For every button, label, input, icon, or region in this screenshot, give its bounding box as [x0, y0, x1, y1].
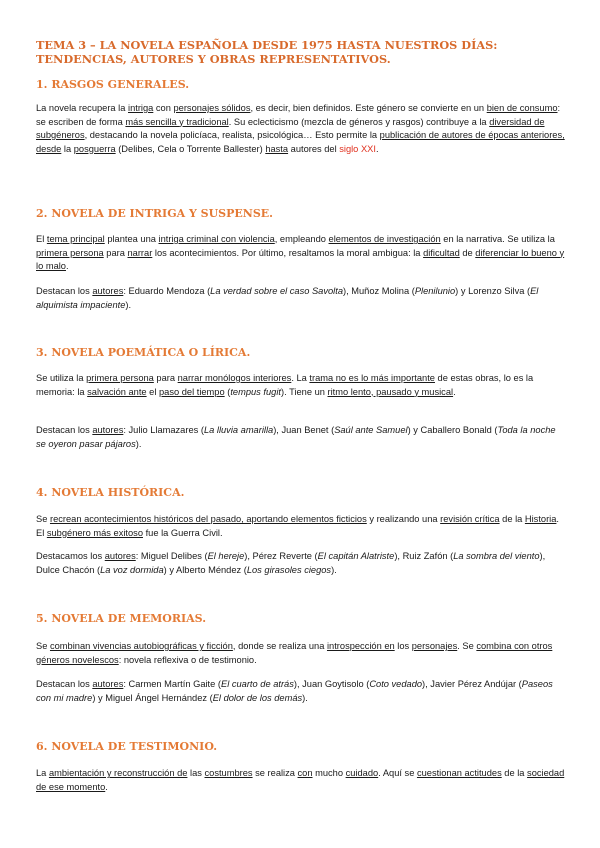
- text-run: Destacan los: [36, 286, 93, 296]
- text-run: , donde se realiza una: [232, 641, 327, 651]
- underlined-text: personajes: [411, 641, 458, 651]
- underlined-text: cuidado: [345, 768, 379, 778]
- book-title: Toda la noche se oyeron pasar pájaros: [36, 425, 556, 449]
- underlined-text: revisión crítica: [440, 514, 500, 524]
- text-run: . Se: [457, 641, 477, 651]
- text-run: ) y Miguel Ángel Hernández (: [92, 692, 213, 703]
- text-run: se realiza: [252, 768, 298, 778]
- text-run: con: [153, 103, 174, 113]
- underlined-text: Historia: [524, 514, 557, 524]
- text-run: ).: [302, 692, 308, 703]
- book-title: tempus fugit: [230, 386, 281, 397]
- text-run: la: [61, 143, 74, 154]
- text-run: y realizando una: [366, 514, 441, 524]
- paragraph-novela-memorias: [36, 640, 567, 667]
- heading-novela-poematica: 3. NOVELA POEMÁTICA O LÍRICA.: [36, 346, 251, 359]
- underlined-text: paso del tiempo: [159, 386, 225, 397]
- text-run: ), Muñoz Molina (: [343, 286, 415, 296]
- text-run: ) y Lorenzo Silva (: [455, 286, 531, 296]
- text-run: Destacan los: [36, 425, 93, 435]
- underlined-text: hasta: [265, 143, 289, 154]
- paragraph-autores-poematica: [36, 424, 567, 451]
- text-run: Se: [36, 641, 50, 651]
- text-run: ), Ruiz Zafón (: [394, 551, 454, 561]
- heading-novela-memorias: 5. NOVELA DE MEMORIAS.: [36, 612, 207, 625]
- underlined-text: publicación de autores de épocas anteriores, desde: [36, 130, 565, 154]
- underlined-text: dificultad: [423, 247, 460, 258]
- text-run: .: [375, 143, 379, 154]
- text-run: plantea una: [104, 234, 159, 244]
- text-run: ).: [135, 438, 142, 449]
- text-run: ) y Alberto Méndez (: [163, 564, 247, 575]
- paragraph-novela-historica: [36, 513, 567, 540]
- underlined-text: trama no es lo más importante: [309, 373, 435, 383]
- underlined-text: recrean acontecimientos históricos del pasado, aportando elementos ficticios: [49, 514, 367, 524]
- underlined-text: primera persona: [36, 247, 104, 258]
- book-title: El capitán Alatriste: [317, 551, 395, 561]
- book-title: Coto vedado: [369, 679, 423, 689]
- underlined-text: diferenciar lo bueno y lo malo: [36, 247, 565, 271]
- book-title: La lluvia amarilla: [203, 425, 274, 435]
- text-run: . El: [36, 514, 560, 538]
- text-run: El: [36, 234, 47, 244]
- underlined-text: introspección en: [326, 641, 395, 651]
- underlined-text: combinan vivencias autobiográficas y ficción: [49, 641, 233, 651]
- underlined-text: autores: [104, 551, 136, 561]
- text-run: ), Dulce Chacón (: [36, 551, 546, 575]
- text-run: de estas obras, lo es la memoria: la: [36, 373, 534, 397]
- underlined-text: ritmo lento, pausado y musical: [327, 386, 454, 397]
- book-title: La voz dormida: [100, 564, 164, 575]
- text-run: en la narrativa. Se utiliza la: [440, 234, 555, 244]
- book-title: La sombra del viento: [453, 551, 540, 561]
- text-run: Se: [36, 514, 50, 524]
- text-run: (: [224, 386, 231, 397]
- text-run: ).: [331, 564, 337, 575]
- underlined-text: sociedad de ese momento: [36, 768, 565, 792]
- text-run: , destacando la novela policíaca, realista, psicológica… Esto permite la: [84, 130, 380, 140]
- text-run: . Su eclecticismo (mezcla de géneros y rasgos) contribuye a la: [228, 116, 490, 127]
- text-run: : novela reflexiva o de testimonio.: [118, 654, 257, 665]
- text-run: ), Javier Pérez Andújar (: [422, 679, 522, 689]
- text-run: (Delibes, Cela o Torrente Ballester): [115, 143, 266, 154]
- underlined-text: autores: [92, 679, 124, 689]
- underlined-text: con: [297, 768, 313, 778]
- text-run: ), Juan Goytisolo (: [293, 679, 370, 689]
- underlined-text: primera persona: [86, 373, 154, 383]
- paragraph-novela-poematica: [36, 372, 567, 399]
- text-run: los: [394, 641, 412, 651]
- book-title: La verdad sobre el caso Savolta: [210, 286, 343, 296]
- heading-novela-testimonio: 6. NOVELA DE TESTIMONIO.: [36, 740, 218, 753]
- underlined-text: tema principal: [46, 234, 105, 244]
- text-run: : Julio Llamazares (: [123, 425, 204, 435]
- text-run: : Miguel Delibes (: [135, 551, 208, 561]
- underlined-text: diversidad de subgéneros: [36, 116, 545, 140]
- text-run: La novela recupera la: [36, 103, 128, 113]
- text-run: , es decir, bien definidos. Este género se convierte en un: [250, 103, 487, 113]
- text-run: Se utiliza la: [36, 373, 87, 383]
- text-run: de: [459, 247, 476, 258]
- paragraph-novela-testimonio: [36, 767, 567, 794]
- underlined-text: combina con otros géneros novelescos: [36, 641, 553, 665]
- text-run: ), Pérez Reverte (: [244, 551, 318, 561]
- text-run: : Carmen Martín Gaite (: [123, 679, 221, 689]
- text-run: ), Juan Benet (: [273, 425, 335, 435]
- underlined-text: intriga criminal con violencia: [158, 234, 275, 244]
- text-run: para: [153, 373, 178, 383]
- text-run: ). Tiene un: [280, 386, 328, 397]
- book-title: El hereje: [207, 551, 245, 561]
- underlined-text: autores: [92, 425, 124, 435]
- underlined-text: elementos de investigación: [328, 234, 441, 244]
- underlined-text: costumbres: [204, 768, 253, 778]
- underlined-text: autores: [92, 286, 124, 296]
- text-run: : Eduardo Mendoza (: [123, 286, 211, 296]
- text-run: Destacamos los: [36, 551, 105, 561]
- text-run: ).: [125, 299, 132, 310]
- book-title: El cuarto de atrás: [221, 679, 294, 689]
- underlined-text: salvación ante: [87, 386, 147, 397]
- text-run: mucho: [312, 768, 346, 778]
- book-title: Plenilunio: [414, 286, 456, 296]
- heading-novela-historica: 4. NOVELA HISTÓRICA.: [36, 486, 185, 499]
- text-run: La: [36, 768, 49, 778]
- text-run: el: [146, 386, 159, 397]
- paragraph-autores-historica: [36, 550, 567, 577]
- underlined-text: narrar monólogos interiores: [177, 373, 292, 383]
- heading-novela-intriga: 2. NOVELA DE INTRIGA Y SUSPENSE.: [36, 207, 273, 220]
- document-title: TEMA 3 – LA NOVELA ESPAÑOLA DESDE 1975 HASTA NUESTROS DÍAS: TENDENCIAS, AUTORES Y OBRAS REPRESENTATIVOS.: [36, 38, 498, 66]
- book-title: El alquimista impaciente: [36, 286, 539, 310]
- book-title: Los girasoles ciegos: [246, 564, 332, 575]
- text-run: autores del: [288, 143, 340, 154]
- underlined-text: intriga: [128, 103, 154, 113]
- book-title: Saúl ante Samuel: [334, 425, 408, 435]
- text-run: .: [453, 386, 456, 397]
- text-run: para: [103, 247, 128, 258]
- text-run: fue la Guerra Civil.: [142, 527, 223, 538]
- heading-rasgos-generales: 1. RASGOS GENERALES.: [36, 78, 190, 91]
- underlined-text: ambientación y reconstrucción de: [48, 768, 188, 778]
- underlined-text: personajes sólidos: [173, 103, 251, 113]
- text-run: : se escriben de forma: [36, 103, 561, 127]
- underlined-text: cuestionan actitudes: [416, 768, 502, 778]
- underlined-text: bien de consumo: [486, 103, 558, 113]
- text-run: los acontecimientos. Por último, resaltamos la moral ambigua: la: [152, 247, 424, 258]
- underlined-text: subgénero más exitoso: [46, 527, 143, 538]
- text-run: de la: [499, 514, 525, 524]
- text-run: . La: [291, 373, 310, 383]
- text-run: . Aquí se: [378, 768, 417, 778]
- underlined-text: narrar: [127, 247, 153, 258]
- highlighted-text: siglo XXI: [339, 143, 376, 154]
- underlined-text: posguerra: [73, 143, 116, 154]
- text-run: de la: [501, 768, 528, 778]
- paragraph-novela-intriga: [36, 233, 567, 274]
- underlined-text: más sencilla y tradicional: [125, 116, 229, 127]
- paragraph-autores-intriga: [36, 285, 567, 312]
- paragraph-autores-memorias: [36, 678, 567, 705]
- text-run: .: [105, 781, 108, 792]
- text-run: Destacan los: [36, 679, 93, 689]
- text-run: , empleando: [274, 234, 329, 244]
- book-title: El dolor de los demás: [212, 692, 303, 703]
- text-run: ) y Caballero Bonald (: [407, 425, 498, 435]
- book-title: Paseos con mi madre: [36, 679, 553, 703]
- text-run: las: [187, 768, 205, 778]
- text-run: .: [65, 261, 69, 271]
- paragraph-rasgos-generales: [36, 102, 567, 156]
